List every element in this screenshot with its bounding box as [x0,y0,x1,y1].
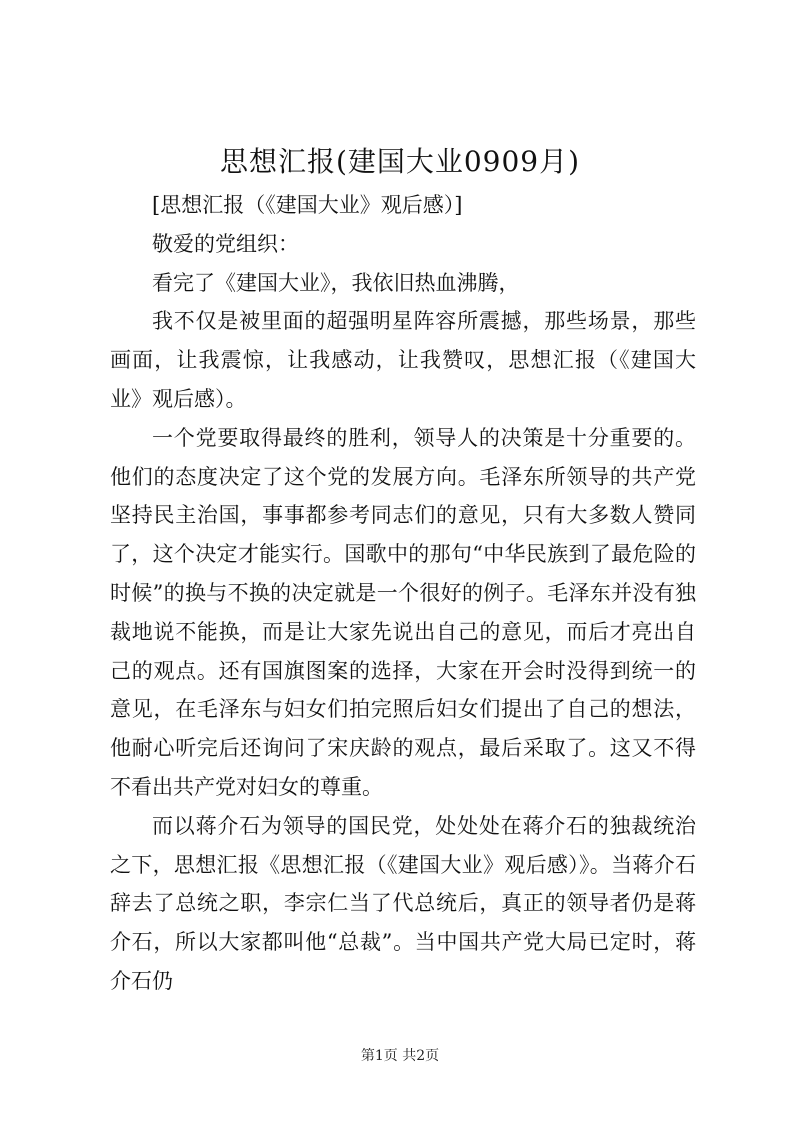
paragraph: 我不仅是被里面的超强明星阵容所震撼，那些场景，那些画面，让我震惊，让我感动，让我赞叹，思想汇报（《建国大业》观后感）。 [110,309,696,411]
paragraph: 敬爱的党组织： [152,231,299,256]
page-number-footer: 第1页 共2页 [360,1048,440,1064]
document-body [110,186,696,1001]
paragraph: 一个党要取得最终的胜利，领导人的决策是十分重要的。他们的态度决定了这个党的发展方向。毛泽东所领导的共产党坚持民主治国，事事都参考同志们的意见，只有大多数人赞同了，这个决定才能实行。国歌中的那句“中华民族到了最危险的时候”的换与不换的决定就是一个很好的例子。毛泽东并没有独裁地说不能换，而是让大家先说出自己的意见，而后才亮出自己的观点。还有国旗图案的选择，大家在开会时没得到统一的意见，在毛泽东与妇女们拍完照后妇女们提出了自己的想法，他耐心听完后还询问了宋庆龄的观点，最后采取了。这又不得不看出共产党对妇女的尊重。 [110,425,696,799]
paragraph: [思想汇报（《建国大业》观后感）] [152,193,463,217]
document-title: 思想汇报(建国大业0909月) [219,145,581,178]
paragraph: 而以蒋介石为领导的国民党，处处处在蒋介石的独裁统治之下，思想汇报《思想汇报（《建国大业》观后感）》。当蒋介石辞去了总统之职，李宗仁当了代总统后，真正的领导者仍是蒋介石，所以大家都叫他“总裁”。当中国共产党大局已定时，蒋介石仍 [110,813,696,993]
paragraph: 看完了《建国大业》，我依旧热血沸腾， [152,270,520,295]
